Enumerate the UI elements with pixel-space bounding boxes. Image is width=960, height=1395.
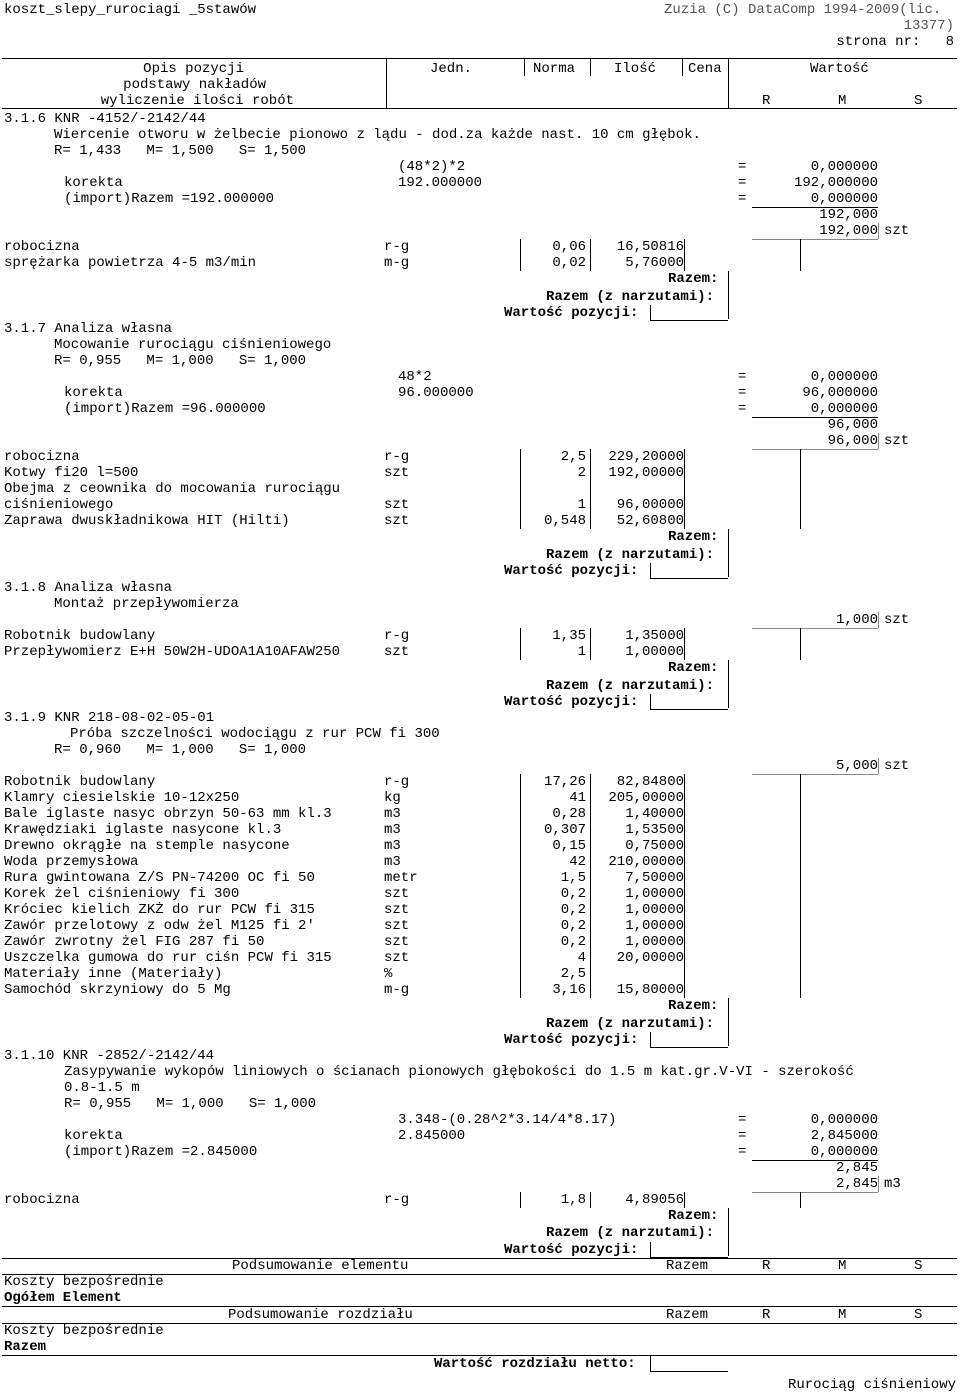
wartosc-pozycji-label: Wartość pozycji: (504, 305, 639, 321)
resource-unit: szt (384, 950, 410, 966)
position-description: 0.8-1.5 m (64, 1080, 140, 1096)
position-heading: 3.1.10 KNR -2852/-2142/44 (4, 1048, 215, 1064)
calc-label: (import)Razem =192.000000 (64, 191, 275, 207)
summary-col-razem: Razem (666, 1258, 709, 1274)
resource-norm: 1 (577, 497, 586, 513)
resource-price: 1,53500 (625, 822, 684, 838)
calc-value: 2,845000 (810, 1128, 878, 1144)
position-coefficients: R= 0,960 M= 1,000 S= 1,000 (54, 742, 307, 758)
resource-price: 4,89056 (625, 1192, 684, 1208)
resource-unit: m3 (384, 822, 401, 838)
calc-sum: 192,000 (819, 207, 878, 223)
resource-norm: 0,02 (552, 255, 586, 271)
calc-formula: 48*2 (398, 369, 432, 385)
col-s: S (914, 93, 923, 109)
calc-formula: 96.000000 (398, 385, 474, 401)
resource-price: 15,80000 (616, 982, 684, 998)
position-description: Zasypywanie wykopów liniowych o ścianach pionowych głębokości do 1.5 m kat.gr.V-VI - szerokość (64, 1064, 854, 1080)
resource-norm: 1 (577, 644, 586, 660)
resource-name: Robotnik budowlany (4, 628, 156, 644)
license-number: 13377) (903, 18, 954, 34)
razem-label: Razem: (668, 271, 719, 287)
col-opis-2: podstawy nakładów (123, 77, 266, 93)
calc-value: 0,000000 (810, 1144, 878, 1160)
calc-formula: 192.000000 (398, 175, 483, 191)
resource-norm: 1,8 (560, 1192, 586, 1208)
calc-formula: 2.845000 (398, 1128, 466, 1144)
summary-razem: Razem (4, 1339, 47, 1355)
resource-name: Uszczelka gumowa do rur ciśn PCW fi 315 (4, 950, 332, 966)
summary-title: Podsumowanie elementu (232, 1258, 409, 1274)
calc-eq: = (738, 191, 747, 207)
resource-norm: 1,5 (560, 870, 586, 886)
resource-price: 5,76000 (625, 255, 684, 271)
col-ilosc: Ilość (614, 61, 657, 77)
file-name: koszt_slepy_rurociagi _5stawów (4, 2, 257, 18)
resource-norm: 41 (569, 790, 586, 806)
resource-price: 52,60800 (616, 513, 684, 529)
position-heading: 3.1.7 Analiza własna (4, 321, 173, 337)
resource-norm: 0,2 (560, 902, 586, 918)
col-r: R (762, 93, 771, 109)
resource-name: Robotnik budowlany (4, 774, 156, 790)
calc-label: (import)Razem =96.000000 (64, 401, 266, 417)
calc-label: korekta (64, 1128, 123, 1144)
resource-unit: szt (384, 465, 410, 481)
resource-unit: r-g (384, 449, 410, 465)
summary-col-r: R (762, 1307, 771, 1323)
resource-unit: m-g (384, 982, 410, 998)
footer-title: Rurociąg ciśnieniowy (787, 1377, 956, 1393)
col-cena: Cena (688, 61, 722, 77)
resource-name: Bale iglaste nasyc obrzyn 50-63 mm kl.3 (4, 806, 332, 822)
col-opis-3: wyliczenie ilości robót (100, 93, 294, 109)
resource-price: 16,50816 (616, 239, 684, 255)
resource-price: 1,00000 (625, 886, 684, 902)
resource-price: 20,00000 (616, 950, 684, 966)
calc-label: korekta (64, 175, 123, 191)
resource-price: 0,75000 (625, 838, 684, 854)
calc-eq: = (738, 175, 747, 191)
resource-name: robocizna (4, 449, 80, 465)
resource-unit: szt (384, 497, 410, 513)
resource-norm: 0,28 (552, 806, 586, 822)
col-wartosc: Wartość (810, 61, 869, 77)
resource-name: Materiały inne (Materiały) (4, 966, 223, 982)
quantity-total: 5,000 (835, 758, 878, 774)
resource-name: Zawór przelotowy z odw żel M125 fi 2' (4, 918, 315, 934)
razem-label: Razem: (668, 998, 719, 1014)
wartosc-pozycji-label: Wartość pozycji: (504, 694, 639, 710)
calc-formula: 3.348-(0.28^2*3.14/4*8.17) (398, 1112, 617, 1128)
summary-koszty: Koszty bezpośrednie (4, 1274, 164, 1290)
calc-eq: = (738, 159, 747, 175)
calc-sum: 96,000 (827, 417, 878, 433)
position-description: Próba szczelności wodociągu z rur PCW fi 300 (70, 726, 440, 742)
resource-unit: r-g (384, 628, 410, 644)
calc-value: 192,000000 (793, 175, 878, 191)
quantity-total: 1,000 (835, 612, 878, 628)
calc-eq: = (738, 1128, 747, 1144)
quantity-unit: szt (884, 223, 910, 239)
resource-price: 1,00000 (625, 644, 684, 660)
resource-name: Drewno okrągłe na stemple nasycone (4, 838, 290, 854)
razem-narzut-label: Razem (z narzutami): (546, 289, 715, 305)
resource-name: robocizna (4, 1192, 80, 1208)
resource-unit: m3 (384, 854, 401, 870)
summary-koszty: Koszty bezpośrednie (4, 1323, 164, 1339)
summary-col-razem: Razem (666, 1307, 709, 1323)
summary-ogolem: Ogółem Element (4, 1290, 122, 1306)
resource-unit: szt (384, 918, 410, 934)
page-number: strona nr: 8 (836, 34, 954, 50)
resource-price: 1,00000 (625, 934, 684, 950)
calc-eq: = (738, 369, 747, 385)
resource-name: Woda przemysłowa (4, 854, 139, 870)
resource-price: 192,00000 (608, 465, 684, 481)
resource-unit: szt (384, 513, 410, 529)
quantity-total: 2,845 (835, 1176, 878, 1192)
col-m: M (838, 93, 847, 109)
resource-norm: 0,2 (560, 918, 586, 934)
resource-price: 82,84800 (616, 774, 684, 790)
resource-unit: % (384, 966, 393, 982)
summary-col-m: M (838, 1258, 847, 1274)
summary-col-s: S (914, 1307, 923, 1323)
resource-price: 1,00000 (625, 918, 684, 934)
calc-formula: (48*2)*2 (398, 159, 466, 175)
resource-name: Zaprawa dwuskładnikowa HIT (Hilti) (4, 513, 290, 529)
col-opis-1: Opis pozycji (143, 61, 244, 77)
resource-norm: 4 (577, 950, 586, 966)
position-coefficients: R= 1,433 M= 1,500 S= 1,500 (54, 143, 307, 159)
resource-price: 7,50000 (625, 870, 684, 886)
resource-name: Samochód skrzyniowy do 5 Mg (4, 982, 231, 998)
resource-name: Krawędziaki iglaste nasycone kl.3 (4, 822, 282, 838)
resource-unit: m3 (384, 838, 401, 854)
position-heading: 3.1.6 KNR -4152/-2142/44 (4, 111, 206, 127)
position-description: Mocowanie rurociągu ciśnieniowego (54, 337, 332, 353)
wartosc-pozycji-label: Wartość pozycji: (504, 563, 639, 579)
position-description: Wiercenie otworu w żelbecie pionowo z lądu - dod.za każde nast. 10 cm głębok. (54, 127, 701, 143)
resource-norm: 42 (569, 854, 586, 870)
quantity-total: 96,000 (827, 433, 878, 449)
resource-price: 205,00000 (608, 790, 684, 806)
resource-unit: r-g (384, 1192, 410, 1208)
resource-unit: szt (384, 902, 410, 918)
calc-eq: = (738, 401, 747, 417)
resource-norm: 0,15 (552, 838, 586, 854)
wartosc-rozdzialu-label: Wartość rozdziału netto: (434, 1356, 636, 1372)
calc-value: 0,000000 (810, 369, 878, 385)
resource-price: 210,00000 (608, 854, 684, 870)
resource-price: 1,40000 (625, 806, 684, 822)
resource-name: Zawór zwrotny żel FIG 287 fi 50 (4, 934, 265, 950)
calc-eq: = (738, 1112, 747, 1128)
position-coefficients: R= 0,955 M= 1,000 S= 1,000 (54, 353, 307, 369)
resource-norm: 0,548 (543, 513, 586, 529)
resource-price: 1,00000 (625, 902, 684, 918)
resource-name: Obejma z ceownika do mocowania rurociągu (4, 481, 341, 497)
calc-eq: = (738, 385, 747, 401)
razem-narzut-label: Razem (z narzutami): (546, 1225, 715, 1241)
calc-value: 96,000000 (802, 385, 878, 401)
quantity-unit: m3 (884, 1176, 901, 1192)
summary-col-r: R (762, 1258, 771, 1274)
resource-name: Rura gwintowana Z/S PN-74200 OC fi 50 (4, 870, 315, 886)
copyright: Zuzia (C) DataComp 1994-2009(lic. (664, 2, 942, 18)
calc-value: 0,000000 (810, 1112, 878, 1128)
resource-norm: 1,35 (552, 628, 586, 644)
quantity-unit: szt (884, 758, 910, 774)
razem-label: Razem: (668, 1208, 719, 1224)
resource-price: 1,35000 (625, 628, 684, 644)
resource-norm: 17,26 (543, 774, 586, 790)
resource-unit: m3 (384, 806, 401, 822)
resource-norm: 0,2 (560, 934, 586, 950)
resource-unit: m-g (384, 255, 410, 271)
resource-unit: r-g (384, 239, 410, 255)
resource-name: sprężarka powietrza 4-5 m3/min (4, 255, 257, 271)
wartosc-pozycji-label: Wartość pozycji: (504, 1032, 639, 1048)
resource-norm: 0,06 (552, 239, 586, 255)
position-heading: 3.1.9 KNR 218-08-02-05-01 (4, 710, 215, 726)
summary-title: Podsumowanie rozdziału (228, 1307, 413, 1323)
calc-label: (import)Razem =2.845000 (64, 1144, 258, 1160)
resource-price: 229,20000 (608, 449, 684, 465)
calc-value: 0,000000 (810, 159, 878, 175)
resource-norm: 2,5 (560, 449, 586, 465)
razem-narzut-label: Razem (z narzutami): (546, 1016, 715, 1032)
quantity-unit: szt (884, 433, 910, 449)
resource-unit: r-g (384, 774, 410, 790)
col-jedn: Jedn. (430, 61, 473, 77)
resource-name: Przepływomierz E+H 50W2H-UDOA1A10AFAW250 (4, 644, 341, 660)
summary-col-m: M (838, 1307, 847, 1323)
resource-unit: metr (384, 870, 418, 886)
calc-eq: = (738, 1144, 747, 1160)
col-norma: Norma (533, 61, 576, 77)
summary-col-s: S (914, 1258, 923, 1274)
resource-name: Korek żel ciśnieniowy fi 300 (4, 886, 240, 902)
resource-norm: 2,5 (560, 966, 586, 982)
resource-name: Króciec kielich ZKŻ do rur PCW fi 315 (4, 902, 315, 918)
resource-unit: kg (384, 790, 401, 806)
razem-narzut-label: Razem (z narzutami): (546, 547, 715, 563)
resource-unit: szt (384, 644, 410, 660)
quantity-total: 192,000 (819, 223, 878, 239)
position-heading: 3.1.8 Analiza własna (4, 580, 173, 596)
razem-label: Razem: (668, 529, 719, 545)
resource-norm: 3,16 (552, 982, 586, 998)
razem-label: Razem: (668, 660, 719, 676)
quantity-unit: szt (884, 612, 910, 628)
resource-price: 96,00000 (616, 497, 684, 513)
resource-name: Kotwy fi20 l=500 (4, 465, 139, 481)
resource-unit: szt (384, 886, 410, 902)
resource-norm: 2 (577, 465, 586, 481)
calc-value: 0,000000 (810, 401, 878, 417)
position-coefficients: R= 0,955 M= 1,000 S= 1,000 (64, 1096, 317, 1112)
calc-label: korekta (64, 385, 123, 401)
resource-norm: 0,2 (560, 886, 586, 902)
resource-name: robocizna (4, 239, 80, 255)
calc-sum: 2,845 (835, 1160, 878, 1176)
calc-value: 0,000000 (810, 191, 878, 207)
resource-norm: 0,307 (543, 822, 586, 838)
position-description: Montaż przepływomierza (54, 596, 239, 612)
resource-name: Klamry ciesielskie 10-12x250 (4, 790, 240, 806)
razem-narzut-label: Razem (z narzutami): (546, 678, 715, 694)
resource-unit: szt (384, 934, 410, 950)
wartosc-pozycji-label: Wartość pozycji: (504, 1242, 639, 1258)
resource-name: ciśnieniowego (4, 497, 114, 513)
